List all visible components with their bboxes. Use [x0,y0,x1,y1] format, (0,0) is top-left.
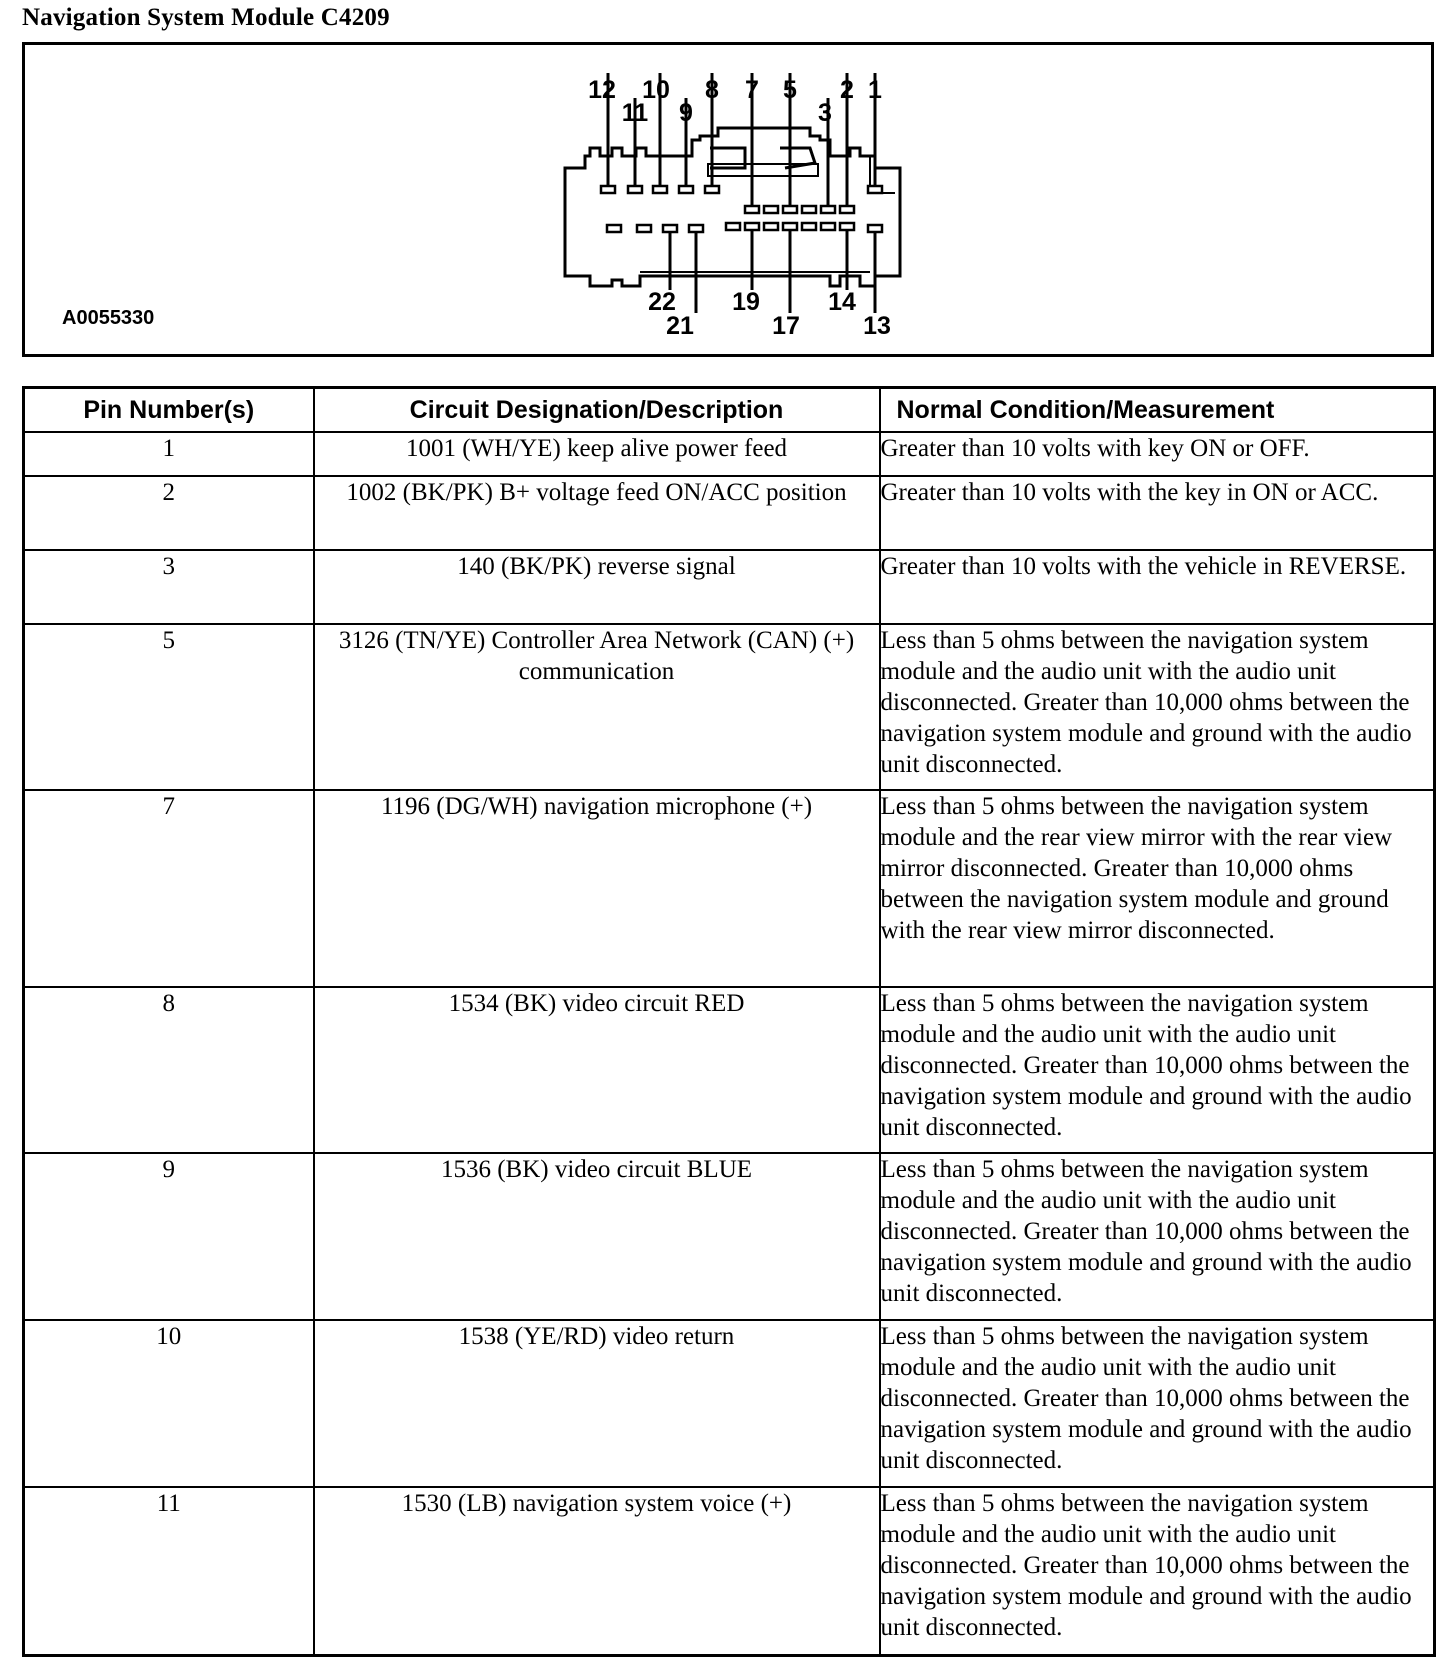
pin-label-9: 9 [679,99,693,127]
pin-number: 10 [24,1320,314,1487]
normal-condition: Greater than 10 volts with the key in ON or ACC. [880,476,1435,550]
pin-label-10: 10 [642,76,670,104]
document-title: Navigation System Module C4209 [22,4,390,31]
pin-label-14: 14 [828,288,856,316]
pin-label-1: 1 [868,76,882,104]
circuit-description: 1530 (LB) navigation system voice (+) [314,1487,880,1655]
table-row [24,790,1435,987]
table-header-row [24,388,1435,433]
pin-label-3: 3 [818,99,832,127]
normal-condition: Less than 5 ohms between the navigation system module and the audio unit with the audio unit disconnected. Greater than 10,000 ohms between the navigation system module and ground with the audio unit disconnected. [880,987,1435,1153]
table-row [24,1320,1435,1487]
pin-number: 8 [24,987,314,1153]
pin-label-11: 11 [621,99,649,127]
table-row [24,1487,1435,1655]
table-row [24,1153,1435,1320]
table-row [24,987,1435,1153]
circuit-description: 1534 (BK) video circuit RED [314,987,880,1153]
circuit-description: 1001 (WH/YE) keep alive power feed [314,432,880,476]
pin-label-5: 5 [783,76,797,104]
pin-number: 2 [24,476,314,550]
pin-label-21: 21 [666,312,694,338]
figure-id: A0055330 [62,307,155,329]
normal-condition: Less than 5 ohms between the navigation system module and the audio unit with the audio unit disconnected. Greater than 10,000 ohms between the navigation system module and ground with the audio unit disconnected. [880,624,1435,790]
connector-diagram-icon [540,28,920,338]
pin-number: 5 [24,624,314,790]
table-row [24,624,1435,790]
pin-number: 11 [24,1487,314,1655]
normal-condition: Less than 5 ohms between the navigation system module and the rear view mirror with the rear view mirror disconnected. Greater than 10,000 ohms between the navigation system module and ground with the rear view mirror disconnected. [880,790,1435,987]
normal-condition: Greater than 10 volts with the vehicle in REVERSE. [880,550,1435,624]
normal-condition: Less than 5 ohms between the navigation system module and the audio unit with the audio unit disconnected. Greater than 10,000 ohms between the navigation system module and ground with the audio unit disconnected. [880,1153,1435,1320]
pin-number: 3 [24,550,314,624]
pin-label-17: 17 [772,312,800,338]
header-normal-condition: Normal Condition/Measurement [880,388,1435,433]
circuit-description: 3126 (TN/YE) Controller Area Network (CAN) (+) communication [314,624,880,790]
pin-label-19: 19 [732,288,760,316]
header-pin-numbers: Pin Number(s) [24,388,314,433]
pin-label-2: 2 [840,76,854,104]
pin-label-8: 8 [705,76,719,104]
circuit-description: 140 (BK/PK) reverse signal [314,550,880,624]
header-circuit-description: Circuit Designation/Description [314,388,880,433]
table-row [24,432,1435,476]
pin-number: 9 [24,1153,314,1320]
circuit-description: 1536 (BK) video circuit BLUE [314,1153,880,1320]
circuit-description: 1196 (DG/WH) navigation microphone (+) [314,790,880,987]
table-row [24,476,1435,550]
pin-number: 7 [24,790,314,987]
circuit-description: 1538 (YE/RD) video return [314,1320,880,1487]
table-row [24,550,1435,624]
pin-label-22: 22 [648,288,676,316]
normal-condition: Greater than 10 volts with key ON or OFF. [880,432,1435,476]
pin-table [22,386,1436,1657]
pin-label-7: 7 [745,76,759,104]
normal-condition: Less than 5 ohms between the navigation system module and the audio unit with the audio unit disconnected. Greater than 10,000 ohms between the navigation system module and ground with the audio unit disconnected. [880,1320,1435,1487]
circuit-description: 1002 (BK/PK) B+ voltage feed ON/ACC position [314,476,880,550]
pin-label-12: 12 [588,76,616,104]
normal-condition: Less than 5 ohms between the navigation system module and the audio unit with the audio unit disconnected. Greater than 10,000 ohms between the navigation system module and ground with the audio unit disconnected. [880,1487,1435,1655]
pin-label-13: 13 [863,312,891,338]
pin-number: 1 [24,432,314,476]
